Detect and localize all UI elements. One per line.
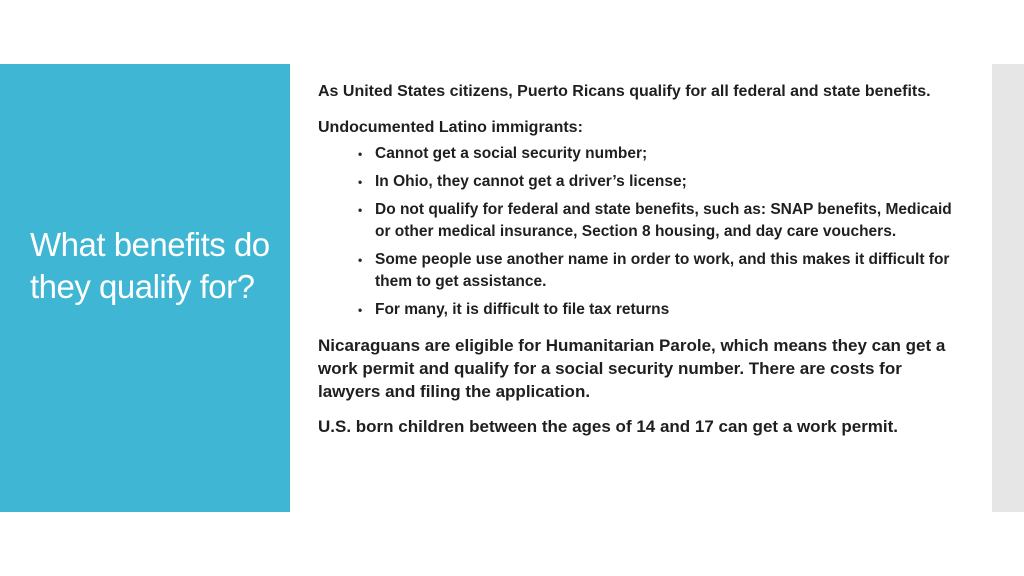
undocumented-bullet-list (318, 143, 968, 321)
bullet-icon: • (358, 147, 363, 161)
list-item (356, 171, 968, 193)
list-item (356, 143, 968, 165)
nicaraguans-paragraph: Nicaraguans are eligible for Humanitarian Parole, which means they can get a work permit and qualify for a social security number. There are costs for lawyers and filing the application. (318, 336, 946, 401)
bullet-icon: • (358, 303, 363, 317)
children-paragraph: U.S. born children between the ages of 14 and 17 can get a work permit. (318, 417, 899, 436)
slide-title: What benefits do they qualify for? (30, 226, 270, 305)
list-item-text: For many, it is difficult to file tax returns (375, 301, 670, 318)
bullet-icon: • (358, 175, 363, 189)
undocumented-heading: Undocumented Latino immigrants: (318, 119, 583, 136)
puerto-ricans-paragraph: As United States citizens, Puerto Ricans qualify for all federal and state benefits. (318, 83, 931, 100)
list-item (356, 299, 968, 321)
slide-content (318, 80, 968, 438)
bullet-icon: • (358, 203, 363, 217)
side-bar (992, 64, 1024, 512)
list-item (356, 249, 968, 293)
list-item-text: In Ohio, they cannot get a driver’s license; (375, 173, 687, 190)
list-item-text: Do not qualify for federal and state benefits, such as: SNAP benefits, Medicaid or other medical insurance, Section 8 housing, and day care vouchers. (375, 201, 952, 240)
list-item-text: Cannot get a social security number; (375, 145, 648, 162)
list-item-text: Some people use another name in order to work, and this makes it difficult for them to get assistance. (375, 251, 950, 290)
bullet-icon: • (358, 253, 363, 267)
list-item (356, 199, 968, 243)
